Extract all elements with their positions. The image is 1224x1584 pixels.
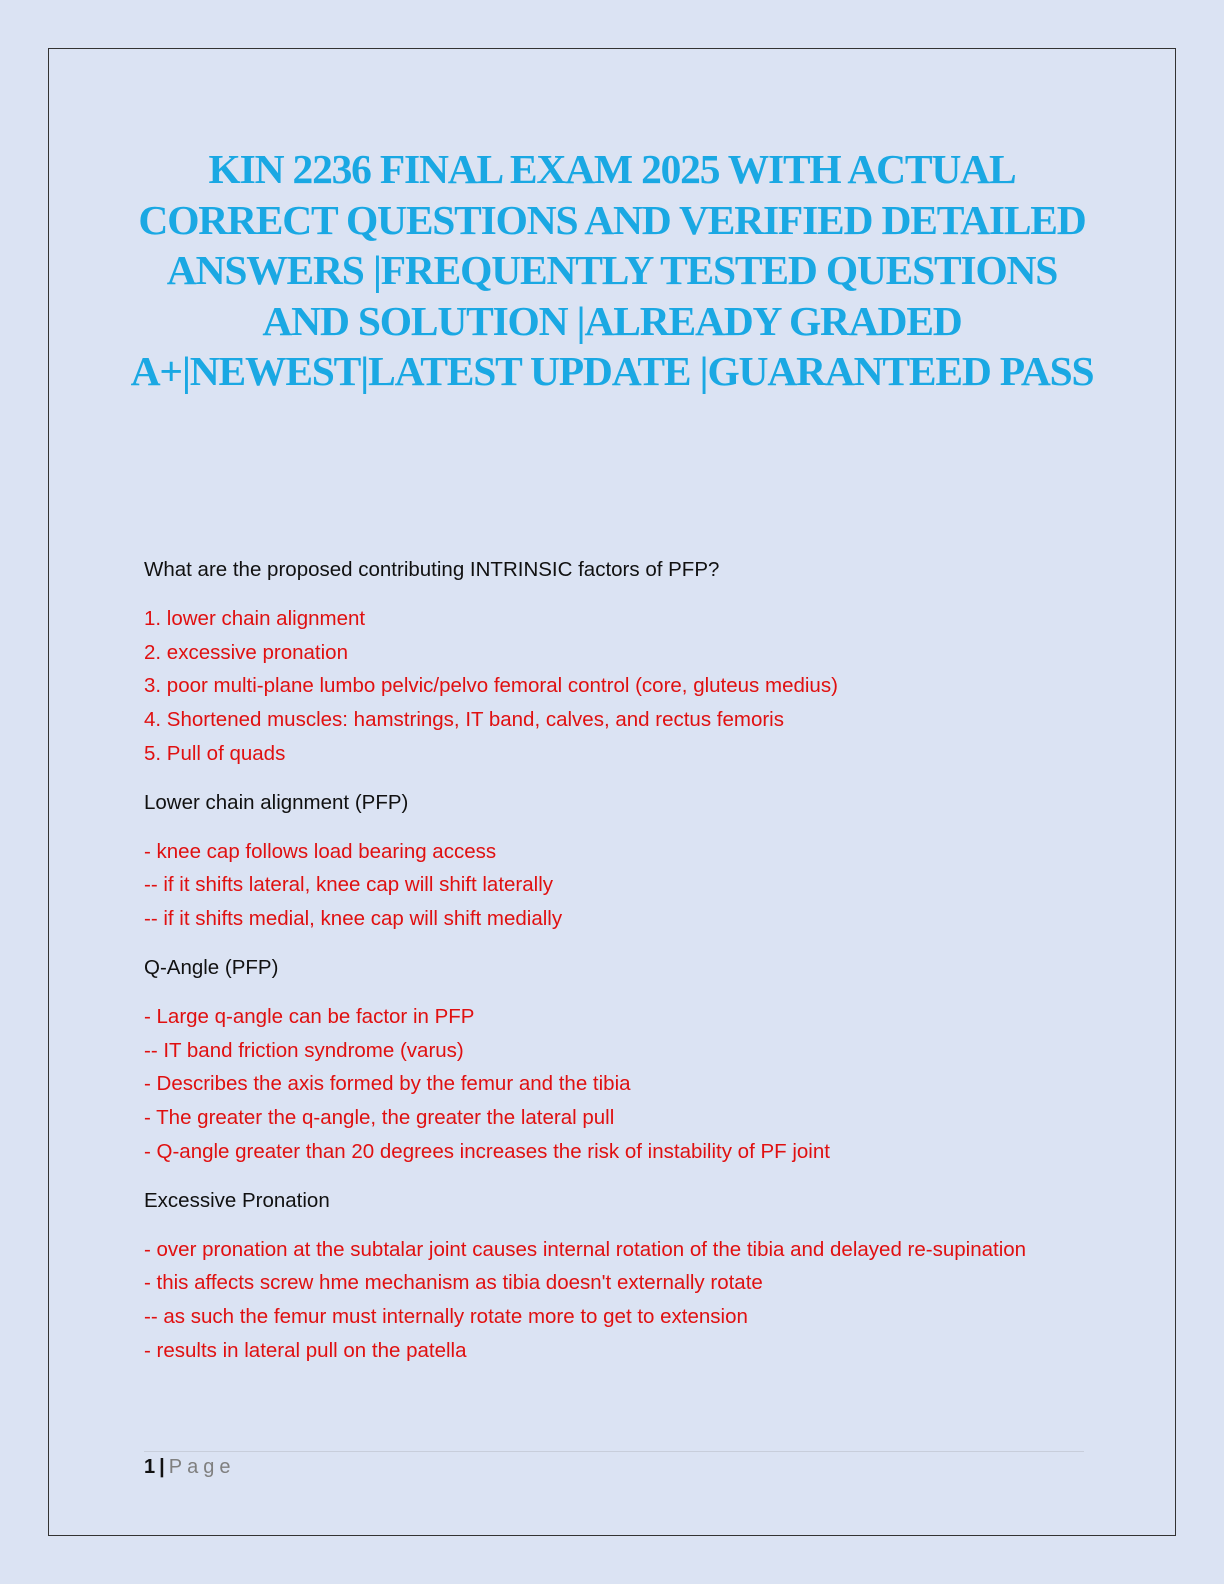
qa-content bbox=[144, 553, 1084, 1383]
answer-line: -- IT band friction syndrome (varus) bbox=[144, 1038, 464, 1062]
answer-line: - Describes the axis formed by the femur and the tibia bbox=[144, 1072, 631, 1096]
question-4: Excessive Pronation bbox=[144, 1188, 330, 1212]
answer-line: 5. Pull of quads bbox=[144, 741, 286, 765]
page-label: Page bbox=[168, 1456, 236, 1478]
answer-line: - this affects screw hme mechanism as tibia doesn't externally rotate bbox=[144, 1271, 763, 1295]
answer-3 bbox=[144, 1000, 1084, 1169]
question-1: What are the proposed contributing INTRINSIC factors of PFP? bbox=[144, 558, 720, 581]
answer-line: - over pronation at the subtalar joint causes internal rotation of the tibia and delayed re-supination bbox=[144, 1237, 1027, 1261]
footer-divider bbox=[144, 1451, 1084, 1452]
answer-line: -- if it shifts medial, knee cap will shift medially bbox=[144, 907, 563, 931]
answer-line: - knee cap follows load bearing access bbox=[144, 839, 497, 863]
answer-4 bbox=[144, 1233, 1084, 1368]
answer-line: 4. Shortened muscles: hamstrings, IT band, calves, and rectus femoris bbox=[144, 708, 784, 732]
answer-line: 2. excessive pronation bbox=[144, 640, 348, 664]
answer-line: -- if it shifts lateral, knee cap will shift laterally bbox=[144, 873, 553, 897]
answer-1 bbox=[144, 602, 1084, 771]
question-3: Q-Angle (PFP) bbox=[144, 955, 279, 979]
document-title: KIN 2236 FINAL EXAM 2025 WITH ACTUAL CORRECT QUESTIONS AND VERIFIED DETAILED ANSWERS |FREQUENTLY TESTED QUESTIONS AND SOLUTION |ALREADY GRADED A+|NEWEST|LATEST UPDATE |GUARANTEED PASS bbox=[130, 146, 1094, 394]
answer-line: 3. poor multi-plane lumbo pelvic/pelvo femoral control (core, gluteus medius) bbox=[144, 674, 838, 698]
answer-line: - The greater the q-angle, the greater the lateral pull bbox=[144, 1106, 615, 1130]
page-number: 1 bbox=[144, 1456, 156, 1478]
answer-2 bbox=[144, 835, 1084, 936]
answer-line: - Large q-angle can be factor in PFP bbox=[144, 1004, 475, 1028]
answer-line: - results in lateral pull on the patella bbox=[144, 1338, 467, 1362]
answer-line: 1. lower chain alignment bbox=[144, 606, 366, 630]
question-2: Lower chain alignment (PFP) bbox=[144, 790, 409, 814]
page-footer bbox=[144, 1454, 235, 1480]
answer-line: - Q-angle greater than 20 degrees increases the risk of instability of PF joint bbox=[144, 1139, 830, 1163]
answer-line: -- as such the femur must internally rotate more to get to extension bbox=[144, 1305, 748, 1329]
page-separator: | bbox=[159, 1456, 165, 1478]
